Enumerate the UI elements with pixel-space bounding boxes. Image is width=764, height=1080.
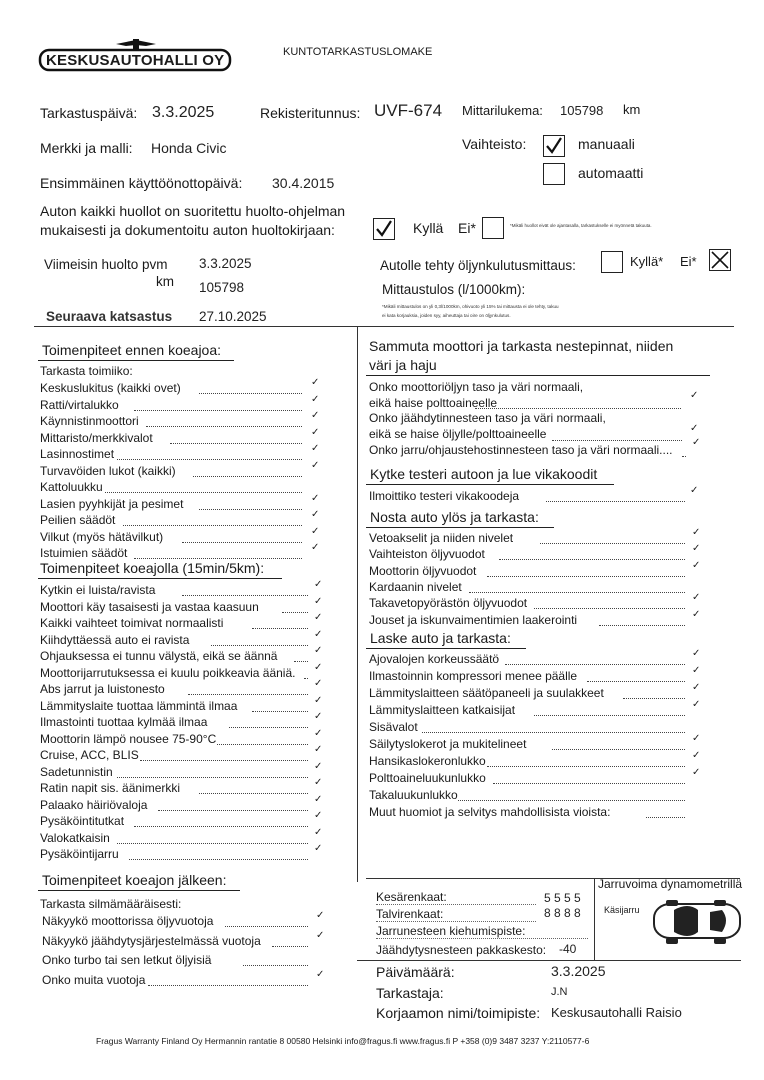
workshop-label: Korjaamon nimi/toimipiste: [376, 1005, 541, 1021]
checklist-item: Kardaanin nivelet [369, 579, 462, 594]
check-mark-icon[interactable]: ✓ [314, 661, 323, 673]
check-icon [544, 136, 564, 156]
last-service-km-value[interactable]: 105798 [199, 280, 245, 295]
gearbox-label: Vaihteisto: [462, 136, 527, 152]
oil-yes-label: Kyllä* [630, 254, 664, 269]
coolant-value[interactable]: -40 [559, 942, 577, 956]
oil-note-2: ei kata korjauksia, joiden syy, aiheuttaja tai oire on öljynkulutus. [382, 313, 511, 318]
checklist-item: Cruise, ACC, BLIS [40, 748, 139, 762]
handbrake-label: Käsijarru [604, 905, 640, 915]
check-mark-icon[interactable]: ✓ [314, 843, 323, 854]
dotted-leader [211, 645, 308, 646]
dotted-leader [552, 749, 685, 750]
check-mark-icon[interactable]: ✓ [692, 648, 701, 659]
checklist-item: Pysäköintitutkat [40, 814, 125, 828]
fluid-check-line: eikä se haise öljylle/polttoaineelle [369, 427, 547, 441]
check-mark-icon[interactable]: ✓ [311, 509, 320, 520]
checklist-item: Moottori käy tasaisesti ja vastaa kaasuun [40, 599, 259, 614]
check-mark-icon[interactable]: ✓ [692, 608, 701, 620]
dotted-leader [252, 628, 308, 629]
oil-no-label: Ei* [680, 254, 697, 269]
inspection-date-label: Tarkastuspäivä: [40, 105, 138, 121]
check-mark-icon[interactable]: ✓ [314, 595, 323, 607]
check-mark-icon[interactable]: ✓ [314, 694, 323, 706]
dotted-leader [304, 678, 308, 679]
title-underline [366, 527, 554, 528]
workshop-value[interactable]: Keskusautohalli Raisio [551, 1005, 682, 1020]
dotted-leader [140, 760, 308, 761]
dotted-leader [469, 592, 685, 593]
fluid-check-line: Onko jarru/ohjaustehostinnesteen taso ja väri normaali.... [369, 443, 673, 457]
check-mark-icon[interactable]: ✓ [690, 423, 699, 434]
section-before-test-drive: Toimenpiteet ennen koeajoa: [42, 342, 222, 358]
form-title: KUNTOTARKASTUSLOMAKE [283, 46, 433, 58]
registration-label: Rekisteritunnus: [260, 105, 361, 121]
check-mark-icon[interactable]: ✓ [314, 727, 323, 739]
dotted-leader [123, 525, 302, 526]
check-mark-icon[interactable]: ✓ [692, 733, 701, 744]
checklist-item: Ilmoittiko testeri vikakoodeja [369, 489, 520, 503]
check-mark-icon[interactable]: ✓ [692, 437, 701, 448]
check-mark-icon[interactable]: ✓ [692, 665, 701, 676]
dotted-leader [552, 440, 682, 441]
dotted-leader [188, 694, 309, 695]
checklist-item: Moottorin lämpö nousee 75-90°C [40, 731, 217, 746]
section-tester: Kytke testeri autoon ja lue vikakoodit [370, 466, 598, 482]
service-no-label: Ei* [458, 220, 476, 236]
checklist-item: Kattoluukku [40, 480, 103, 494]
coolant-label: Jäähdytysnesteen pakkaskesto: [376, 943, 547, 957]
dotted-leader [682, 456, 686, 457]
checklist-item: Polttoaineluukunlukko [369, 771, 486, 785]
fluid-check-line: Onko moottoriöljyn taso ja väri normaali, [369, 380, 584, 394]
dotted-leader [505, 664, 685, 665]
title-underline [38, 578, 282, 579]
dotted-leader [134, 558, 302, 559]
check-mark-icon[interactable]: ✓ [692, 543, 701, 555]
dotted-leader [134, 826, 308, 827]
check-mark-icon[interactable]: ✓ [311, 393, 320, 405]
check-mark-icon[interactable]: ✓ [314, 777, 323, 788]
winter-tires-label: Talvirenkaat: [376, 907, 536, 922]
section-test-drive: Toimenpiteet koeajolla (15min/5km): [40, 560, 265, 576]
check-mark-icon[interactable]: ✓ [311, 459, 320, 471]
bottom-divider-mid [594, 878, 595, 960]
first-reg-value[interactable]: 30.4.2015 [272, 175, 335, 191]
checklist-item: Lämmityslaitteen katkaisijat [369, 703, 516, 717]
after-sub: Tarkasta silmämääräisesti: [40, 897, 182, 911]
checklist-item: Moottorin öljyvuodot [369, 563, 477, 578]
oil-no-checkbox[interactable] [709, 249, 731, 271]
service-text-1: Auton kaikki huollot on suoritettu huolto-ohjelman [40, 203, 346, 219]
gearbox-manual-checkbox[interactable] [543, 135, 565, 157]
check-mark-icon[interactable]: ✓ [314, 678, 323, 689]
mileage-unit: km [623, 102, 641, 117]
oil-result-label: Mittaustulos (l/1000km): [382, 282, 526, 297]
check-mark-icon[interactable]: ✓ [311, 492, 320, 504]
dotted-leader [199, 793, 308, 794]
checklist-item: Jouset ja iskunvaimentimien laakerointi [369, 612, 578, 627]
gearbox-auto-checkbox[interactable] [543, 163, 565, 185]
dotted-leader [623, 698, 685, 699]
mileage-label: Mittarilukema: [462, 103, 543, 118]
winter-tires-value[interactable]: 8 8 8 8 [544, 906, 581, 920]
dotted-leader [534, 715, 685, 716]
checklist-item: Näkyykö jäähdytysjärjestelmässä vuotoja [42, 933, 261, 948]
dotted-leader [487, 766, 685, 767]
checklist-item: Lasinnostimet [40, 447, 115, 461]
checklist-item: Takavetopyörästön öljyvuodot [369, 596, 528, 611]
check-mark-icon[interactable]: ✓ [311, 542, 320, 553]
checklist-item: Ratti/virtalukko [40, 397, 119, 412]
checklist-item: Muut huomiot ja selvitys mahdollisista vioista: [369, 805, 611, 819]
title-underline [366, 375, 710, 376]
checklist-item: Kytkin ei luista/ravista [40, 583, 156, 597]
summer-tires-value[interactable]: 5 5 5 5 [544, 891, 581, 905]
title-underline [38, 360, 234, 361]
dotted-leader [170, 443, 302, 444]
dotted-leader [134, 410, 302, 411]
dotted-leader [199, 509, 302, 510]
check-mark-icon[interactable]: ✓ [316, 968, 325, 980]
check-mark-icon[interactable]: ✓ [311, 443, 320, 454]
dotted-leader [534, 608, 685, 609]
make-value[interactable]: Honda Civic [151, 140, 227, 156]
dotted-leader [493, 783, 685, 784]
check-mark-icon[interactable]: ✓ [314, 744, 323, 755]
checklist-item: Ajovalojen korkeussäätö [369, 652, 500, 666]
check-mark-icon[interactable]: ✓ [692, 527, 701, 538]
dotted-leader [487, 576, 685, 577]
check-mark-icon[interactable]: ✓ [692, 750, 701, 761]
checklist-item: Lämmityslaite tuottaa lämmintä ilmaa [40, 698, 238, 713]
mileage-value[interactable]: 105798 [560, 103, 604, 118]
check-mark-icon[interactable]: ✓ [692, 699, 701, 710]
inspection-date-value[interactable]: 3.3.2025 [152, 104, 215, 121]
checklist-item: Palaako häiriövaloja [40, 797, 148, 812]
check-mark-icon[interactable]: ✓ [316, 910, 325, 921]
checklist-item: Turvavöiden lukot (kaikki) [40, 463, 176, 478]
check-mark-icon[interactable]: ✓ [311, 410, 320, 421]
last-service-label: Viimeisin huolto pvm [44, 257, 168, 272]
checklist-item: Säilytyslokerot ja mukitelineet [369, 737, 527, 751]
dotted-leader [229, 727, 308, 728]
check-mark-icon[interactable]: ✓ [314, 579, 323, 590]
checklist-item: Kaikki vaihteet toimivat normaalisti [40, 616, 224, 630]
dotted-leader [225, 926, 308, 927]
dotted-leader [599, 625, 685, 626]
check-mark-icon[interactable]: ✓ [692, 682, 701, 693]
inspector-value[interactable]: J.N [551, 986, 568, 998]
dotted-leader [146, 426, 302, 427]
section-lift: Nosta auto ylös ja tarkasta: [370, 509, 539, 525]
fluid-check-line: Onko jäähdytinnesteen taso ja väri normaali, [369, 411, 606, 425]
dotted-leader [546, 501, 685, 502]
cross-icon [710, 250, 730, 270]
checklist-item: Pysäköintijarru [40, 847, 119, 861]
checklist-item: Ratin napit sis. äänimerkki [40, 781, 181, 795]
dotted-leader [272, 946, 308, 947]
service-text-2: mukaisesti ja dokumentoitu auton huoltokirjaan: [40, 222, 335, 238]
dotted-leader [117, 843, 308, 844]
section-fluids-line2: väri ja haju [369, 357, 437, 373]
last-service-value[interactable]: 3.3.2025 [199, 256, 252, 271]
before-sub: Tarkasta toimiiko: [40, 364, 133, 378]
dotted-leader [182, 595, 308, 596]
service-no-checkbox[interactable] [482, 217, 504, 239]
checklist-item: Mittaristo/merkkivalot [40, 430, 153, 445]
checklist-item: Lämmityslaitteen säätöpaneeli ja suulakkeet [369, 686, 604, 700]
company-logo [38, 38, 234, 74]
last-service-km-label: km [156, 274, 174, 289]
check-mark-icon[interactable]: ✓ [690, 485, 699, 496]
registration-value[interactable]: UVF-674 [374, 101, 443, 120]
dotted-leader [252, 711, 308, 712]
column-divider [357, 326, 358, 882]
dotted-leader [282, 612, 308, 613]
dotted-leader [129, 859, 309, 860]
brake-dyno-label: Jarruvoima dynamometrillä [598, 877, 743, 891]
dotted-leader [540, 543, 685, 544]
check-mark-icon[interactable]: ✓ [314, 810, 323, 821]
oil-note-1: *Mikäli mittaustulos on yli 0,3l/1000km, ohivuoto yli 15% tai mittausta ei ole tehty, takuu [382, 304, 559, 309]
checklist-item: Ilmastointi tuottaa kylmää ilmaa [40, 715, 208, 729]
check-mark-icon[interactable]: ✓ [314, 612, 323, 623]
check-icon [374, 219, 394, 239]
checklist-item: Istuimien säädöt [40, 546, 128, 560]
dotted-leader [646, 817, 685, 818]
dotted-leader [117, 459, 302, 460]
dotted-leader [475, 408, 681, 409]
checklist-item: Käynnistinmoottori [40, 414, 139, 428]
dotted-leader [105, 492, 302, 493]
checklist-item: Peilien säädöt [40, 513, 116, 527]
checklist-item: Takaluukunlukko [369, 788, 458, 802]
check-mark-icon[interactable]: ✓ [692, 767, 701, 778]
section-lower: Laske auto ja tarkasta: [370, 630, 511, 646]
bottom-divider-lower [357, 960, 741, 961]
make-label: Merkki ja malli: [40, 140, 133, 156]
dotted-leader [148, 985, 308, 986]
check-mark-icon[interactable]: ✓ [314, 711, 323, 722]
checklist-item: Hansikaslokeronlukko [369, 754, 486, 768]
date-value[interactable]: 3.3.2025 [551, 963, 606, 979]
title-underline [38, 890, 240, 891]
check-mark-icon[interactable]: ✓ [311, 525, 320, 537]
dotted-leader [587, 681, 685, 682]
section-fluids-line1: Sammuta moottori ja tarkasta nestepinnat, niiden [369, 338, 674, 354]
checklist-item: Vilkut (myös hätävilkut) [40, 529, 164, 544]
check-mark-icon[interactable]: ✓ [311, 377, 320, 388]
check-mark-icon[interactable]: ✓ [314, 645, 323, 656]
gearbox-manual-label: manuaali [578, 136, 635, 152]
summer-tires-label: Kesärenkaat: [376, 890, 536, 905]
checklist-item: Sadetunnistin [40, 764, 113, 779]
checklist-item: Keskuslukitus (kaikki ovet) [40, 381, 181, 395]
check-mark-icon[interactable]: ✓ [692, 592, 701, 604]
date-label: Päivämäärä: [376, 964, 455, 980]
title-underline [366, 484, 614, 485]
checklist-item: Onko muita vuotoja [42, 972, 146, 987]
dotted-leader [294, 661, 308, 662]
check-mark-icon[interactable]: ✓ [316, 929, 325, 941]
dotted-leader [243, 965, 308, 966]
logo-text: KESKUSAUTOHALLI OY [46, 52, 225, 69]
first-reg-label: Ensimmäinen käyttöönottopäivä: [40, 175, 243, 191]
checklist-item: Sisävalot [369, 720, 418, 734]
car-top-view-icon [652, 900, 742, 949]
check-mark-icon[interactable]: ✓ [314, 760, 323, 772]
fluid-check-line: eikä haise polttoaineelle [369, 396, 498, 410]
checklist-item: Abs jarrut ja luistonesto [40, 682, 165, 696]
checklist-item: Kiihdyttäessä auto ei ravista [40, 632, 190, 647]
dotted-leader [182, 542, 302, 543]
check-mark-icon[interactable]: ✓ [690, 390, 699, 401]
dotted-leader [217, 744, 308, 745]
oil-yes-checkbox[interactable] [601, 251, 623, 273]
title-underline [366, 648, 526, 649]
checklist-item: Onko turbo tai sen letkut öljyisiä [42, 953, 212, 967]
service-yes-checkbox[interactable] [373, 218, 395, 240]
dotted-leader [499, 559, 685, 560]
dotted-leader [458, 800, 686, 801]
brake-fluid-label: Jarrunesteen kiehumispiste: [376, 924, 588, 939]
checklist-item: Ohjauksessa ei tunnu välystä, eikä se äännä [40, 649, 278, 663]
checklist-item: Valokatkaisin [40, 830, 110, 845]
checklist-item: Vaihteiston öljyvuodot [369, 547, 485, 562]
oil-measure-label: Autolle tehty öljynkulutusmittaus: [380, 258, 576, 273]
section-divider [34, 326, 734, 327]
inspector-label: Tarkastaja: [376, 985, 444, 1001]
checklist-item: Näkyykö moottorissa öljyvuotoja [42, 914, 214, 928]
dotted-leader [193, 476, 302, 477]
checklist-item: Ilmastoinnin kompressori menee päälle [369, 669, 578, 683]
section-after-test-drive: Toimenpiteet koeajon jälkeen: [42, 872, 227, 888]
next-inspection-value[interactable]: 27.10.2025 [199, 309, 267, 324]
dotted-leader [117, 777, 308, 778]
dotted-leader [158, 810, 308, 811]
service-note: *Mikäli huollot eivät ole ajantasalla, tarkastukselle ei myönnetä takuuta. [510, 223, 652, 228]
dotted-leader [422, 732, 685, 733]
service-yes-label: Kyllä [413, 220, 444, 236]
gearbox-auto-label: automaatti [578, 165, 644, 181]
check-mark-icon[interactable]: ✓ [314, 826, 323, 838]
check-mark-icon[interactable]: ✓ [311, 426, 320, 438]
next-inspection-label: Seuraava katsastus [46, 309, 173, 324]
check-mark-icon[interactable]: ✓ [314, 793, 323, 805]
checklist-item: Lasien pyyhkijät ja pesimet [40, 496, 184, 511]
check-mark-icon[interactable]: ✓ [314, 628, 323, 640]
dotted-leader [199, 393, 302, 394]
checklist-item: Moottorijarrutuksessa ei kuulu poikkeavia ääniä. [40, 665, 296, 680]
checklist-item: Vetoakselit ja niiden nivelet [369, 531, 514, 545]
check-mark-icon[interactable]: ✓ [692, 559, 701, 571]
footer-text: Fragus Warranty Finland Oy Hermannin rantatie 8 00580 Helsinki info@fragus.fi www.fragus.fi P +358 (0)9 3487 3237 Y:2110577-6 [96, 1036, 590, 1046]
